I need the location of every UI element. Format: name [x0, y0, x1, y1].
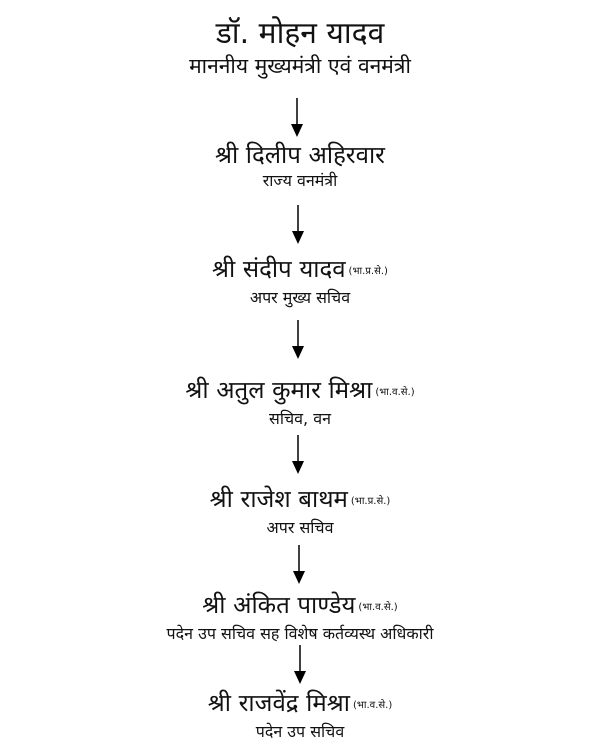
node-name: श्री अंकित पाण्डेय: [202, 591, 356, 619]
node-name: श्री राजवेंद्र मिश्रा: [207, 689, 350, 717]
node-name-line: [0, 484, 600, 517]
node-role: पदेन उप सचिव सह विशेष कर्तव्यस्थ अधिकारी: [166, 624, 434, 643]
node-name: श्री दिलीप अहिरवार: [214, 141, 386, 169]
node-state-forest-minister: [0, 140, 600, 192]
node-ex-officio-deputy-secretary: [0, 688, 600, 743]
node-role: राज्य वनमंत्री: [262, 171, 338, 190]
node-name-line: [0, 375, 600, 408]
node-role: पदेन उप सचिव: [255, 722, 345, 741]
down-arrow-icon: [0, 205, 600, 245]
node-role: माननीय मुख्यमंत्री एवं वनमंत्री: [189, 54, 411, 78]
down-arrow-icon: [0, 645, 600, 685]
node-chief-minister: [0, 16, 600, 80]
down-arrow-icon: [0, 435, 600, 475]
node-ex-officio-deputy-secretary-osd: [0, 590, 600, 645]
service-tag: (भा.प्र.से.): [348, 266, 388, 277]
node-additional-secretary: [0, 484, 600, 539]
node-name-line: [0, 688, 600, 721]
node-role: सचिव, वन: [269, 409, 331, 428]
service-tag: (भा.व.से.): [352, 700, 393, 711]
node-role: अपर मुख्य सचिव: [249, 288, 351, 307]
node-secretary-forest: [0, 375, 600, 430]
service-tag: (भा.व.से.): [375, 387, 415, 398]
node-name-line: [0, 254, 600, 287]
node-name: श्री अतुल कुमार मिश्रा: [185, 376, 373, 404]
node-name: श्री संदीप यादव: [212, 255, 346, 283]
node-name: डॉ. मोहन यादव: [215, 16, 385, 51]
down-arrow-icon: [0, 320, 600, 360]
service-tag: (भा.प्र.से.): [350, 496, 391, 507]
down-arrow-icon: [0, 98, 600, 138]
node-name-line: [0, 590, 600, 623]
service-tag: (भा.व.से.): [358, 602, 398, 613]
down-arrow-icon: [0, 545, 600, 585]
node-name: श्री राजेश बाथम: [209, 485, 348, 513]
node-additional-chief-secretary: [0, 254, 600, 309]
node-role: अपर सचिव: [266, 518, 334, 537]
